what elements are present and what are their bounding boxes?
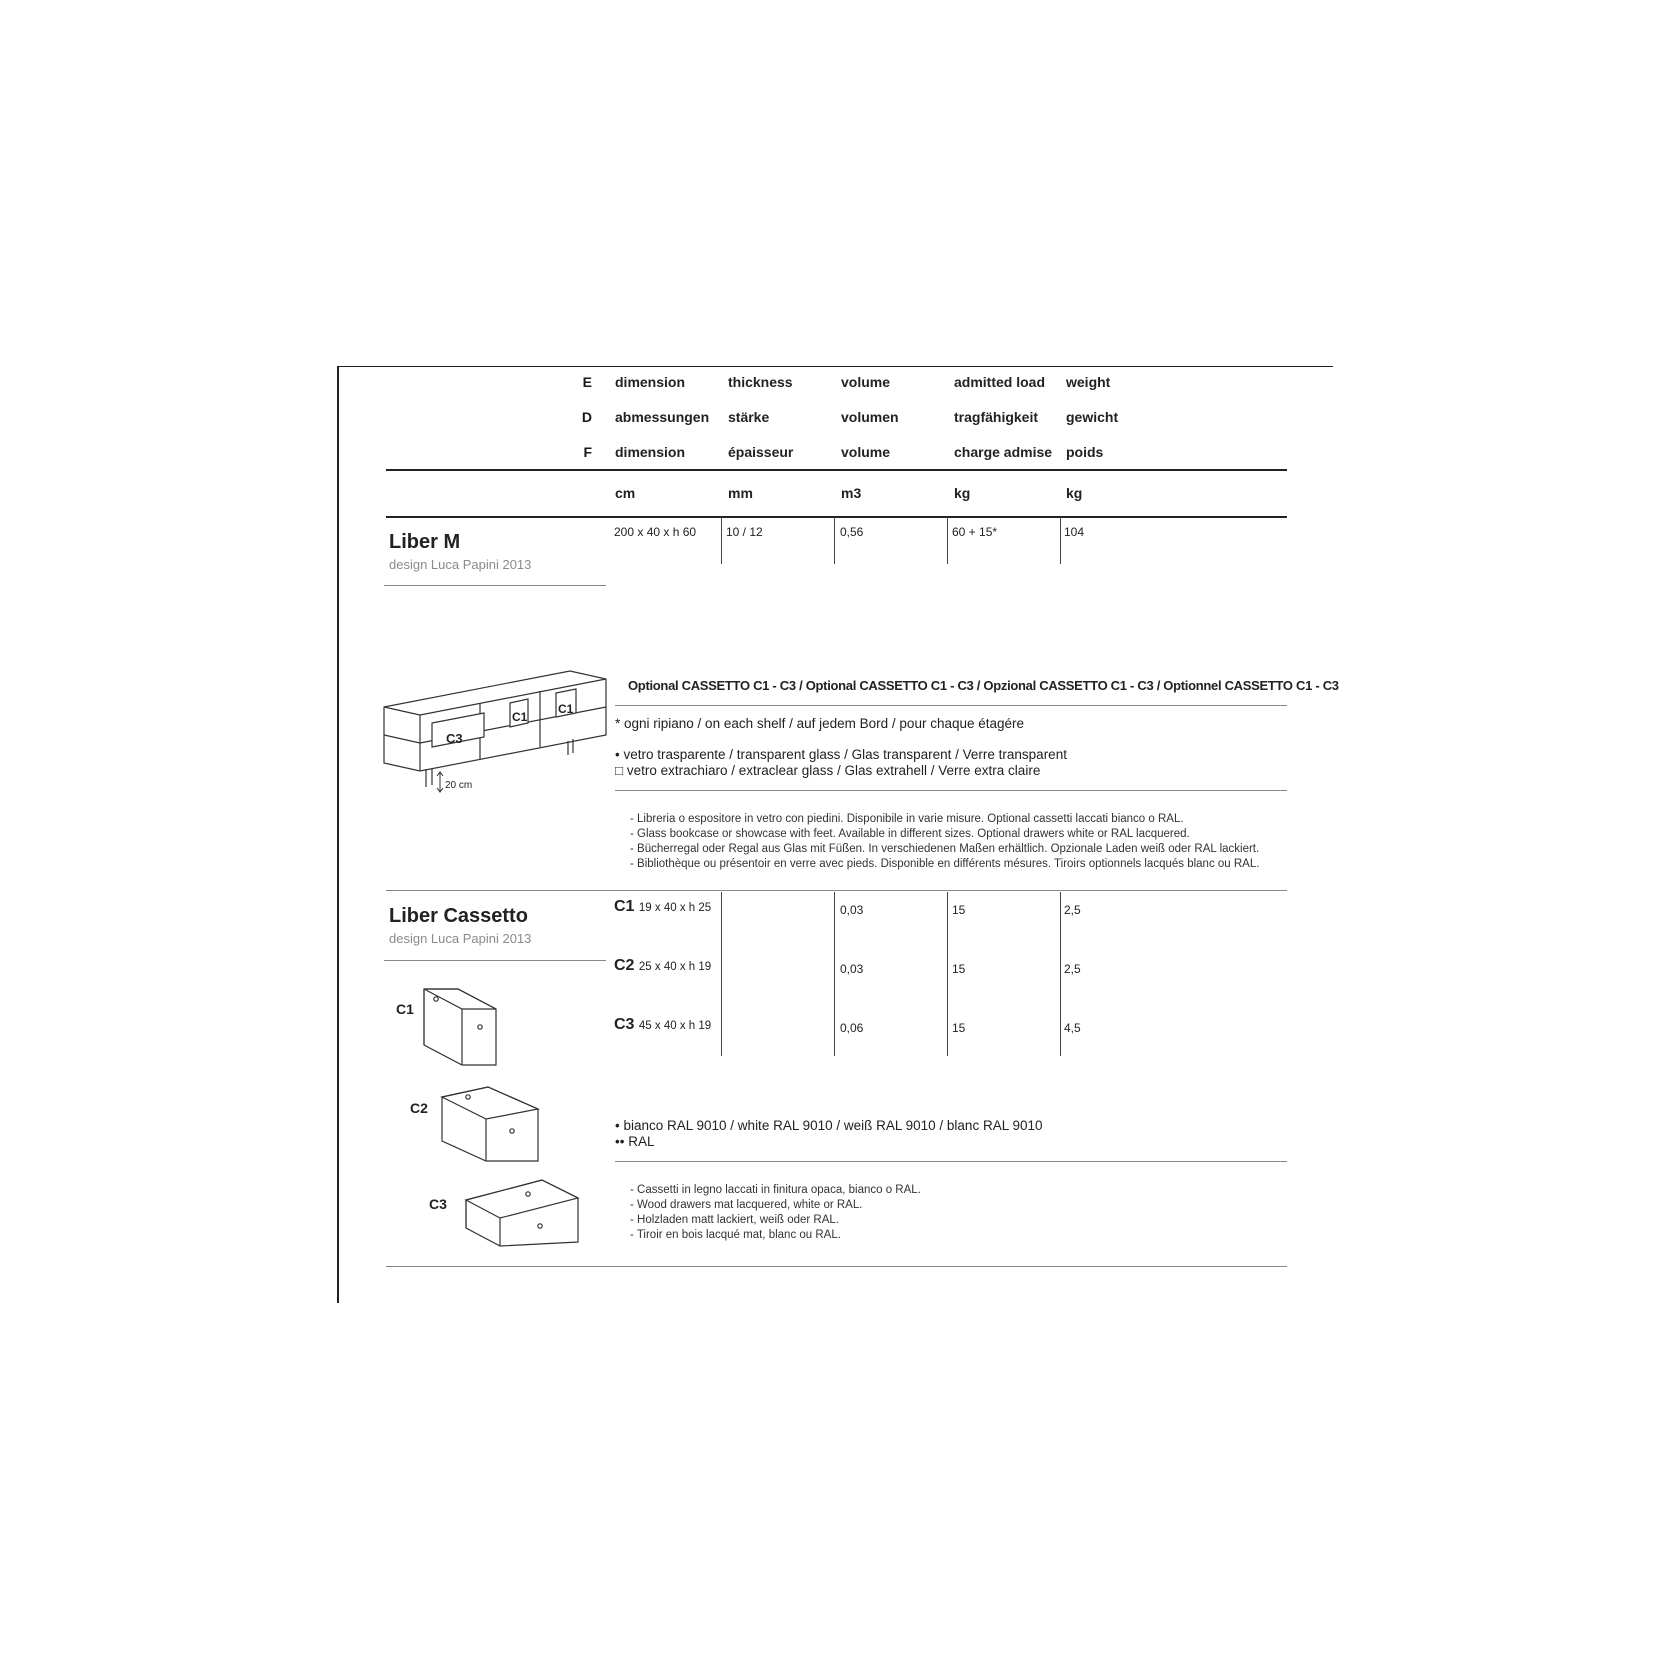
liber-m-description <box>630 812 1290 872</box>
illustration-feet-height: 20 cm <box>445 780 473 791</box>
cassetto-weight: 4,5 <box>1064 1021 1081 1035</box>
cassetto-desc-fr: - Tiroir en bois lacqué mat, blanc ou RAL. <box>630 1229 841 1241</box>
cassetto-dimension: 19 x 40 x h 25 <box>638 902 712 914</box>
col-dimension-e: dimension <box>615 374 686 390</box>
left-frame-line <box>337 366 339 1303</box>
cassetto-col-sep-1 <box>721 892 722 1056</box>
liber-m-desc-en: - Glass bookcase or showcase with feet. Available in different sizes. Optional drawers white or RAL lacquered. <box>630 828 1190 840</box>
lang-code-d: D <box>581 409 592 425</box>
col-volume-d: volumen <box>841 409 899 425</box>
table-row <box>614 957 711 975</box>
per-shelf-note: * ogni ripiano / on each shelf / auf jedem Bord / pour chaque étagére <box>615 716 1025 731</box>
cassetto-volume: 0,03 <box>840 962 864 976</box>
liber-m-col-sep-3 <box>947 517 948 564</box>
cassetto-desc-it: - Cassetti in legno laccati in finitura opaca, bianco o RAL. <box>630 1184 921 1196</box>
cassetto-load: 15 <box>952 1021 966 1035</box>
drawer-c3-illustration <box>462 1176 582 1250</box>
liber-m-title-underline <box>384 585 606 586</box>
liber-m-col-sep-1 <box>721 517 722 564</box>
drawer-c2-illustration <box>438 1083 542 1165</box>
liber-m-load: 60 + 15* <box>952 525 998 539</box>
cassetto-desc-de: - Holzladen matt lackiert, weiß oder RAL. <box>630 1214 839 1226</box>
liber-cassetto-description <box>630 1183 1290 1243</box>
col-thickness-d: stärke <box>728 409 770 425</box>
drawer-c1-illustration <box>420 985 500 1070</box>
cassetto-load: 15 <box>952 962 966 976</box>
cassetto-volume: 0,03 <box>840 903 864 917</box>
col-volume-f: volume <box>841 444 891 460</box>
lang-code-f: F <box>583 444 592 460</box>
cassetto-weight: 2,5 <box>1064 962 1081 976</box>
top-frame-line <box>337 366 1333 367</box>
table-row <box>614 1016 711 1034</box>
options-divider-2 <box>615 790 1287 791</box>
liber-m-desc-de: - Bücherregal oder Regal aus Glas mit Füßen. In verschiedenen Maßen erhältlich. Opzionale Laden weiß oder RAL lackiert. <box>630 843 1260 855</box>
section-divider <box>386 890 1287 891</box>
lang-code-e: E <box>582 374 592 390</box>
glass-option-extraclear: □ vetro extrachiaro / extraclear glass / Glas extrahell / Verre extra claire <box>615 763 1041 778</box>
options-divider-1 <box>615 705 1287 706</box>
cassetto-weight: 2,5 <box>1064 903 1081 917</box>
col-load-f: charge admise <box>954 444 1053 460</box>
unit-thickness: mm <box>728 485 753 501</box>
finish-ral: •• RAL <box>615 1134 655 1149</box>
cassetto-code: C3 <box>614 1016 635 1033</box>
liber-m-dimension: 200 x 40 x h 60 <box>614 525 697 539</box>
cassetto-code: C2 <box>614 957 635 974</box>
liber-m-col-sep-2 <box>834 517 835 564</box>
unit-volume: m3 <box>841 485 862 501</box>
liber-cassetto-title: Liber Cassetto <box>389 905 528 927</box>
liber-m-col-sep-4 <box>1060 517 1061 564</box>
finishes-divider <box>615 1161 1287 1162</box>
col-dimension-d: abmessungen <box>615 409 710 425</box>
cassetto-volume: 0,06 <box>840 1021 864 1035</box>
liber-m-illustration <box>380 665 612 795</box>
col-load-e: admitted load <box>954 374 1046 390</box>
liber-m-thickness: 10 / 12 <box>726 525 763 539</box>
liber-m-volume: 0,56 <box>840 525 864 539</box>
liber-cassetto-title-underline <box>384 960 606 961</box>
cassetto-dimension: 45 x 40 x h 19 <box>638 1020 712 1032</box>
liber-cassetto-designer: design Luca Papini 2013 <box>389 931 532 946</box>
cassetto-load: 15 <box>952 903 966 917</box>
illustration-label-c1-b: C1 <box>558 702 574 716</box>
table-row <box>614 898 711 916</box>
col-volume-e: volume <box>841 374 891 390</box>
cassetto-col-sep-2 <box>834 892 835 1056</box>
col-thickness-e: thickness <box>728 374 793 390</box>
unit-load: kg <box>954 485 971 501</box>
cassetto-desc-en: - Wood drawers mat lacquered, white or RAL. <box>630 1199 863 1211</box>
cassetto-dimension: 25 x 40 x h 19 <box>638 961 712 973</box>
liber-m-designer: design Luca Papini 2013 <box>389 557 532 572</box>
illustration-label-c3: C3 <box>446 731 463 746</box>
finish-white: • bianco RAL 9010 / white RAL 9010 / weiß RAL 9010 / blanc RAL 9010 <box>615 1118 1043 1133</box>
col-dimension-f: dimension <box>615 444 686 460</box>
drawer-label-c1: C1 <box>396 1001 414 1017</box>
glass-option-transparent: • vetro trasparente / transparent glass / Glas transparent / Verre transparent <box>615 747 1067 762</box>
bottom-divider <box>386 1266 1287 1267</box>
drawer-label-c2: C2 <box>410 1100 428 1116</box>
cassetto-code: C1 <box>614 898 635 915</box>
cassetto-col-sep-4 <box>1060 892 1061 1056</box>
units-divider <box>386 516 1287 518</box>
cassetto-col-sep-3 <box>947 892 948 1056</box>
col-weight-d: gewicht <box>1066 409 1119 425</box>
illustration-label-c1-a: C1 <box>512 710 528 724</box>
col-thickness-f: épaisseur <box>728 444 794 460</box>
drawer-label-c3: C3 <box>429 1196 447 1212</box>
options-title: Optional CASSETTO C1 - C3 / Optional CASSETTO C1 - C3 / Opzional CASSETTO C1 - C3 / Optionnel CASSETTO C1 - C3 <box>628 678 1339 693</box>
unit-weight: kg <box>1066 485 1083 501</box>
col-load-d: tragfähigkeit <box>954 409 1039 425</box>
liber-m-desc-it: - Libreria o espositore in vetro con piedini. Disponibile in varie misure. Optional cassetti laccati bianco o RAL. <box>630 813 1184 825</box>
liber-m-title: Liber M <box>389 531 461 553</box>
col-weight-f: poids <box>1066 444 1104 460</box>
unit-dimension: cm <box>615 485 636 501</box>
header-divider <box>386 469 1287 471</box>
liber-m-desc-fr: - Bibliothèque ou présentoir en verre avec pieds. Disponible en différents mésures. Tiroirs optionnels lacqués blanc ou RAL. <box>630 858 1260 870</box>
col-weight-e: weight <box>1066 374 1111 390</box>
liber-m-weight: 104 <box>1064 525 1085 539</box>
